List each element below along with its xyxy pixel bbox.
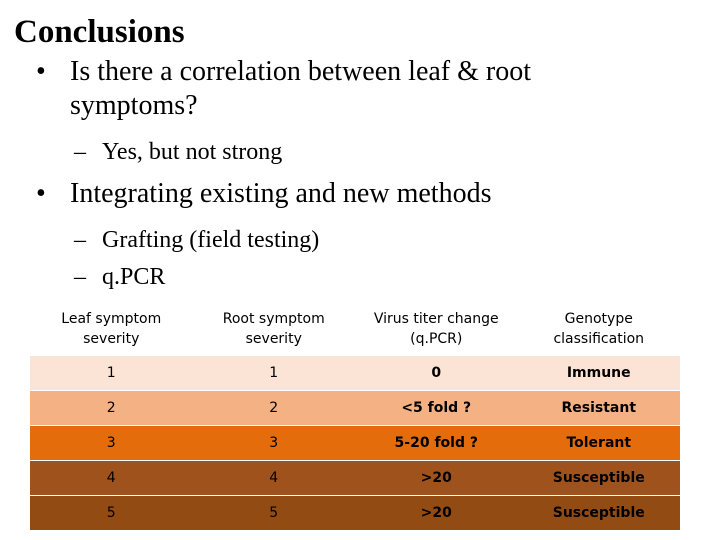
virus-titer-cell: 0 (355, 356, 518, 391)
genotype-cell: Immune (518, 356, 681, 391)
sub-bullet-text: Grafting (field testing) (102, 227, 320, 253)
table-row (30, 426, 680, 461)
leaf-severity-cell: 2 (30, 391, 193, 426)
table-row (30, 391, 680, 426)
root-severity-cell: 5 (193, 496, 356, 531)
results-table (30, 303, 680, 530)
genotype-cell: Tolerant (518, 426, 681, 461)
dash-icon: – (74, 139, 86, 165)
leaf-severity-cell: 4 (30, 461, 193, 496)
table-header-row (30, 303, 680, 356)
virus-titer-cell: <5 fold ? (355, 391, 518, 426)
sub-bullet-text: Yes, but not strong (102, 139, 283, 165)
genotype-cell: Resistant (518, 391, 681, 426)
header-root-symptom: Root symptom severity (193, 303, 356, 356)
virus-titer-cell: >20 (355, 496, 518, 531)
sub-bullet-text: q.PCR (102, 264, 166, 290)
slide-title: Conclusions (14, 14, 185, 50)
bullet-icon: • (36, 56, 46, 87)
root-severity-cell: 1 (193, 356, 356, 391)
genotype-cell: Susceptible (518, 496, 681, 531)
leaf-severity-cell: 1 (30, 356, 193, 391)
header-leaf-symptom: Leaf symptom severity (30, 303, 193, 356)
table-row (30, 496, 680, 531)
virus-titer-cell: 5-20 fold ? (355, 426, 518, 461)
bullet-text: Integrating existing and new methods (70, 178, 492, 209)
bullet-icon: • (36, 178, 46, 209)
leaf-severity-cell: 5 (30, 496, 193, 531)
table-row (30, 356, 680, 391)
bullet-text: Is there a correlation between leaf & root symptoms? (70, 56, 532, 121)
root-severity-cell: 3 (193, 426, 356, 461)
header-genotype: Genotype classification (518, 303, 681, 356)
genotype-cell: Susceptible (518, 461, 681, 496)
table-row (30, 461, 680, 496)
header-virus-titer: Virus titer change (q.PCR) (355, 303, 518, 356)
root-severity-cell: 4 (193, 461, 356, 496)
leaf-severity-cell: 3 (30, 426, 193, 461)
virus-titer-cell: >20 (355, 461, 518, 496)
dash-icon: – (74, 264, 86, 290)
root-severity-cell: 2 (193, 391, 356, 426)
dash-icon: – (74, 227, 86, 253)
